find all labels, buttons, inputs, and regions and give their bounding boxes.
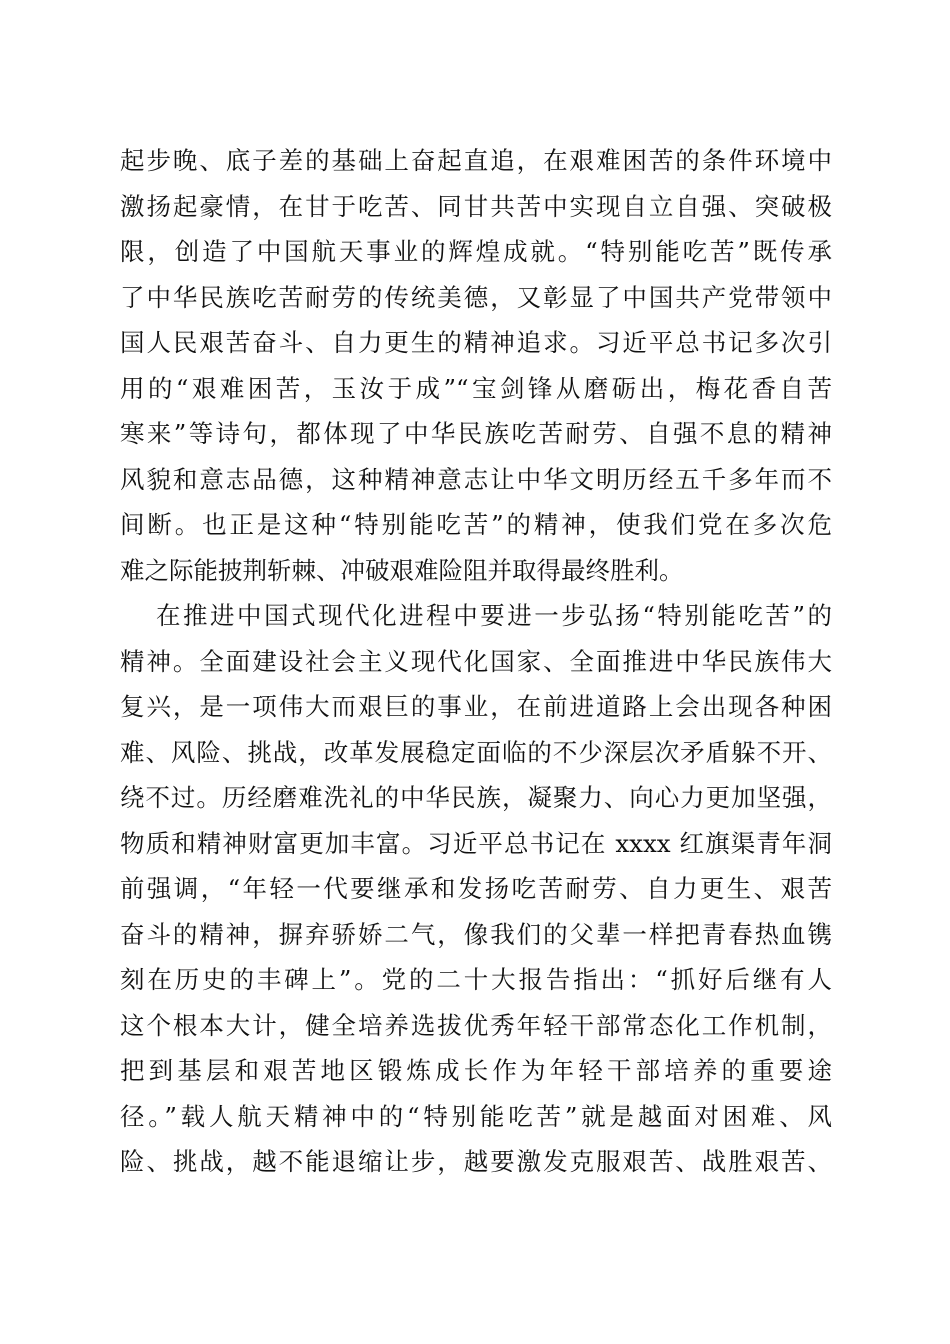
text-line: 物质和精神财富更加丰富。习近平总书记在 xxxx 红旗渠青年洞 xyxy=(120,828,832,858)
text-line: 难之际能披荆斩棘、冲破艰难险阻并取得最终胜利。 xyxy=(120,555,684,585)
text-line: 用的“艰难困苦，玉汝于成”“宝剑锋从磨砺出，梅花香自苦 xyxy=(120,373,832,403)
text-line: 绕不过。历经磨难洗礼的中华民族，凝聚力、向心力更加坚强， xyxy=(120,783,832,812)
text-line: 激扬起豪情，在甘于吃苦、同甘共苦中实现自立自强、突破极 xyxy=(120,191,832,221)
text-line: 寒来”等诗句，都体现了中华民族吃苦耐劳、自强不息的精神 xyxy=(120,419,832,448)
paragraph-2 xyxy=(120,593,832,1185)
text-line: 难、风险、挑战，改革发展稳定面临的不少深层次矛盾躲不开、 xyxy=(120,737,832,767)
text-line: 把到基层和艰苦地区锻炼成长作为年轻干部培养的重要途 xyxy=(120,1056,832,1085)
text-line: 刻在历史的丰碑上”。党的二十大报告指出：“抓好后继有人 xyxy=(120,965,832,994)
text-line: 了中华民族吃苦耐劳的传统美德，又彰显了中国共产党带领中 xyxy=(120,282,832,312)
text-line: 起步晚、底子差的基础上奋起直追，在艰难困苦的条件环境中 xyxy=(120,146,832,175)
body-text xyxy=(120,138,832,1185)
text-line: 径。”载人航天精神中的“特别能吃苦”就是越面对困难、风 xyxy=(120,1101,832,1131)
text-line: 在推进中国式现代化进程中要进一步弘扬“特别能吃苦”的 xyxy=(156,601,832,630)
text-line: 奋斗的精神，摒弃骄娇二气，像我们的父辈一样把青春热血镌 xyxy=(120,919,832,949)
text-line: 间断。也正是这种“特别能吃苦”的精神，使我们党在多次危 xyxy=(120,510,832,539)
text-line: 国人民艰苦奋斗、自力更生的精神追求。习近平总书记多次引 xyxy=(120,328,832,357)
paragraph-1 xyxy=(120,138,832,593)
text-line: 险、挑战，越不能退缩让步，越要激发克服艰苦、战胜艰苦、 xyxy=(120,1147,832,1176)
text-line: 限，创造了中国航天事业的辉煌成就。“特别能吃苦”既传承 xyxy=(120,237,832,266)
text-line: 复兴，是一项伟大而艰巨的事业，在前进道路上会出现各种困 xyxy=(120,692,832,721)
text-line: 精神。全面建设社会主义现代化国家、全面推进中华民族伟大 xyxy=(120,646,832,676)
text-line: 前强调，“年轻一代要继承和发扬吃苦耐劳、自力更生、艰苦 xyxy=(120,874,832,903)
text-line: 这个根本大计，健全培养选拔优秀年轻干部常态化工作机制， xyxy=(120,1010,832,1040)
text-line: 风貌和意志品德，这种精神意志让中华文明历经五千多年而不 xyxy=(120,464,832,494)
